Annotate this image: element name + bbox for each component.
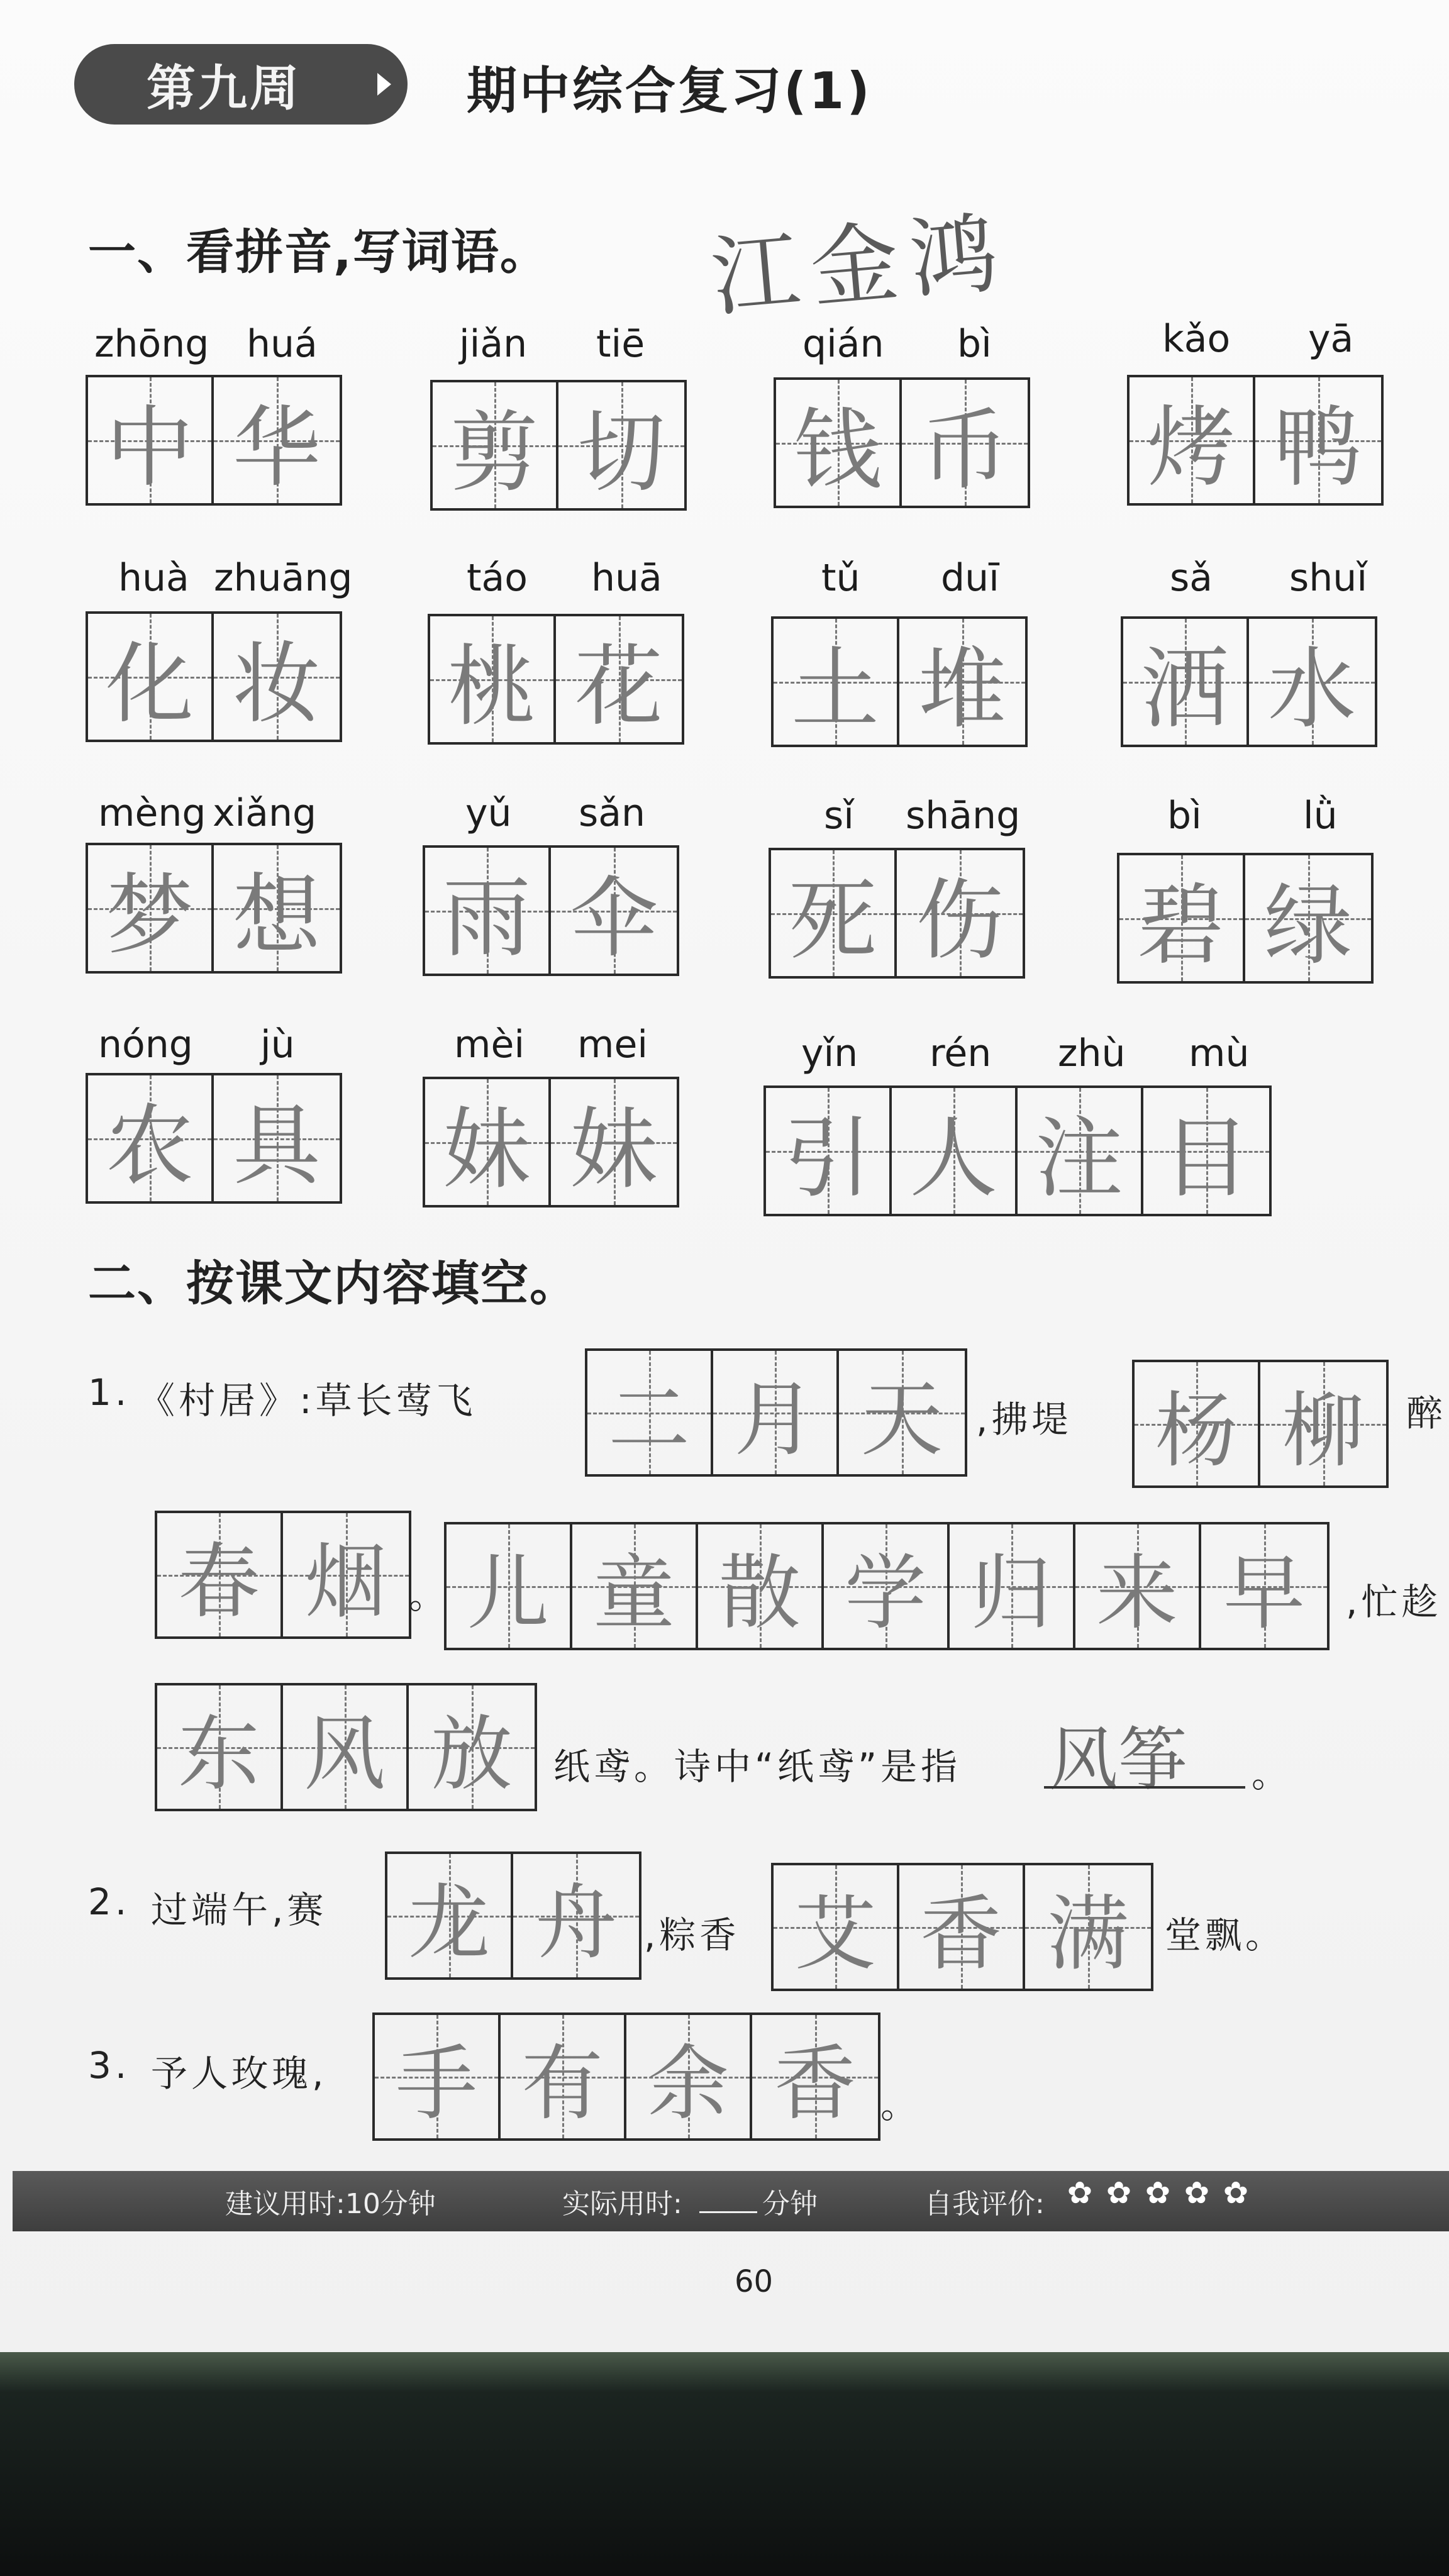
- handwritten-char: 散: [718, 1545, 801, 1641]
- self-eval-label: 自我评价:: [924, 2188, 1045, 2220]
- writing-cell[interactable]: [88, 614, 214, 740]
- q1-number: 1.: [88, 1371, 131, 1414]
- writing-cell[interactable]: [214, 1075, 340, 1201]
- writing-cell[interactable]: [892, 1088, 1018, 1214]
- handwritten-char: 有: [521, 2035, 603, 2131]
- flower-star-icon[interactable]: ✿: [1106, 2175, 1132, 2211]
- handwritten-char: 堆: [918, 638, 1006, 741]
- writing-cell[interactable]: [425, 848, 551, 974]
- handwritten-char: 烟: [304, 1533, 387, 1629]
- section1-heading: 一、看拼音,写词语。: [88, 224, 549, 280]
- pinyin-label: yǐn: [801, 1031, 858, 1075]
- handwritten-char: 华: [232, 396, 321, 499]
- handwritten-char: 放: [430, 1706, 513, 1802]
- writing-cell[interactable]: [774, 1865, 899, 1989]
- handwritten-char: 鸭: [1274, 396, 1362, 499]
- writing-cell[interactable]: [283, 1685, 409, 1809]
- writing-cell[interactable]: [1260, 1362, 1386, 1485]
- actual-time-label: 实际用时:: [562, 2188, 682, 2220]
- handwritten-char: 碧: [1136, 874, 1225, 977]
- q2-mid: ,粽香: [644, 1914, 740, 1957]
- handwritten-char: 风: [303, 1706, 386, 1802]
- handwritten-char: 龙: [408, 1874, 490, 1970]
- writing-cell[interactable]: [556, 616, 682, 742]
- writing-cell[interactable]: [558, 382, 684, 508]
- writing-grid[interactable]: [430, 380, 687, 511]
- pinyin-label: huá: [247, 322, 318, 366]
- handwritten-char: 水: [1267, 638, 1356, 741]
- actual-time-unit: 分钟: [762, 2188, 818, 2220]
- q1-blank1[interactable]: [585, 1348, 967, 1477]
- writing-cell[interactable]: [425, 1079, 551, 1205]
- writing-cell[interactable]: [1143, 1088, 1269, 1214]
- handwritten-char: 舟: [535, 1874, 617, 1970]
- writing-grid[interactable]: [763, 1085, 1272, 1216]
- writing-cell[interactable]: [88, 377, 214, 503]
- pinyin-label: tǔ: [821, 556, 860, 600]
- handwritten-char: 妆: [232, 633, 321, 736]
- writing-cell[interactable]: [1255, 377, 1381, 503]
- writing-grid[interactable]: [1127, 375, 1384, 506]
- pinyin-label: sǎn: [579, 791, 646, 835]
- pinyin-label: sǎ: [1170, 556, 1213, 600]
- pinyin-label: zhù: [1058, 1031, 1126, 1075]
- handwritten-char: 妹: [442, 1098, 531, 1201]
- q1-mid3: 。: [409, 1574, 450, 1617]
- writing-cell[interactable]: [824, 1524, 950, 1648]
- handwritten-char: 香: [919, 1885, 1002, 1982]
- arrow-right-icon: [377, 73, 391, 96]
- handwritten-char: 余: [647, 2035, 729, 2131]
- q2-number: 2.: [88, 1880, 131, 1923]
- handwritten-char: 归: [970, 1545, 1052, 1641]
- handwritten-char: 童: [592, 1545, 675, 1641]
- writing-cell[interactable]: [214, 614, 340, 740]
- handwritten-char: 春: [177, 1533, 260, 1629]
- pinyin-label: nóng: [98, 1023, 193, 1067]
- writing-cell[interactable]: [1123, 619, 1249, 745]
- writing-cell[interactable]: [214, 845, 340, 971]
- suggested-time: 建议用时:10分钟: [225, 2188, 436, 2220]
- handwritten-char: 农: [105, 1094, 194, 1197]
- writing-grid[interactable]: [86, 375, 342, 506]
- pinyin-label: tiē: [596, 322, 645, 366]
- handwritten-char: 钱: [793, 399, 882, 502]
- writing-grid[interactable]: [774, 377, 1030, 508]
- writing-cell[interactable]: [1201, 1524, 1327, 1648]
- handwritten-char: 艾: [794, 1885, 876, 1982]
- writing-cell[interactable]: [551, 1079, 677, 1205]
- q3-blank1[interactable]: [372, 2012, 880, 2141]
- handwritten-name: 江金鸿: [707, 201, 1014, 330]
- pinyin-label: shāng: [906, 794, 1021, 838]
- q3-suffix: 。: [880, 2084, 921, 2126]
- handwritten-char: 桃: [447, 635, 536, 738]
- writing-cell[interactable]: [1135, 1362, 1260, 1485]
- pinyin-label: yǔ: [465, 791, 512, 835]
- pinyin-label: sǐ: [824, 794, 854, 838]
- q2-prefix: 过端午,赛: [151, 1889, 328, 1931]
- q1-mid1: ,拂堤: [976, 1398, 1072, 1441]
- writing-cell[interactable]: [513, 1854, 639, 1977]
- pinyin-label: bì: [957, 322, 992, 366]
- pinyin-label: xiǎng: [213, 791, 317, 835]
- pinyin-label: huā: [591, 556, 662, 600]
- q1-mid4: ,忙趁: [1346, 1580, 1442, 1623]
- handwritten-char: 花: [574, 635, 663, 738]
- flower-star-icon[interactable]: ✿: [1145, 2175, 1171, 2211]
- handwritten-char: 化: [105, 633, 194, 736]
- pinyin-label: jù: [260, 1023, 295, 1067]
- writing-grid[interactable]: [86, 1073, 342, 1204]
- writing-grid[interactable]: [423, 1077, 679, 1208]
- handwritten-char: 引: [783, 1107, 872, 1210]
- handwritten-char: 儿: [467, 1545, 549, 1641]
- actual-time-input[interactable]: [699, 2185, 757, 2213]
- pinyin-label: mù: [1189, 1031, 1250, 1075]
- q1-prefix: 《村居》:草长莺飞: [138, 1379, 477, 1422]
- pinyin-label: shuǐ: [1289, 556, 1367, 600]
- writing-cell[interactable]: [839, 1351, 965, 1474]
- handwritten-char: 梦: [105, 864, 194, 967]
- page-title: 期中综合复习(1): [467, 62, 872, 120]
- writing-cell[interactable]: [1075, 1524, 1201, 1648]
- writing-grid[interactable]: [769, 848, 1025, 979]
- q1-line-answer: 风筝: [1049, 1719, 1187, 1800]
- q2-blank2[interactable]: [771, 1863, 1153, 1991]
- week-label-pill: [74, 44, 408, 125]
- handwritten-char: 伤: [915, 869, 1004, 972]
- writing-cell[interactable]: [1245, 855, 1371, 981]
- handwritten-char: 早: [1223, 1545, 1305, 1641]
- writing-cell[interactable]: [899, 1865, 1025, 1989]
- writing-cell[interactable]: [375, 2015, 501, 2138]
- writing-cell[interactable]: [771, 850, 897, 976]
- pinyin-label: duī: [941, 556, 999, 600]
- q1-suffix: 纸鸢。诗中“纸鸢”是指: [553, 1745, 962, 1788]
- writing-cell[interactable]: [214, 377, 340, 503]
- handwritten-char: 剪: [450, 401, 538, 504]
- writing-cell[interactable]: [447, 1524, 572, 1648]
- flower-star-icon[interactable]: ✿: [1067, 2175, 1093, 2211]
- writing-grid[interactable]: [1117, 853, 1374, 984]
- handwritten-char: 满: [1046, 1885, 1129, 1982]
- pinyin-label: huà: [118, 556, 189, 600]
- pinyin-label: mèi: [454, 1023, 525, 1067]
- writing-cell[interactable]: [1249, 619, 1375, 745]
- handwritten-char: 想: [232, 864, 321, 967]
- writing-cell[interactable]: [752, 2015, 878, 2138]
- q1-blank4[interactable]: [444, 1522, 1330, 1650]
- handwritten-char: 目: [1162, 1107, 1250, 1210]
- writing-cell[interactable]: [587, 1351, 713, 1474]
- writing-grid[interactable]: [1121, 616, 1377, 747]
- writing-cell[interactable]: [1119, 855, 1245, 981]
- handwritten-char: 雨: [442, 867, 531, 970]
- handwritten-char: 具: [232, 1094, 321, 1197]
- handwritten-char: 中: [105, 396, 194, 499]
- handwritten-char: 人: [909, 1107, 997, 1210]
- writing-cell[interactable]: [897, 850, 1023, 976]
- pinyin-label: qián: [802, 322, 884, 366]
- writing-cell[interactable]: [409, 1685, 535, 1809]
- pinyin-label: lǜ: [1303, 794, 1338, 838]
- writing-cell[interactable]: [1130, 377, 1255, 503]
- q2-blank1[interactable]: [385, 1852, 641, 1980]
- handwritten-char: 妹: [569, 1098, 658, 1201]
- pinyin-label: zhuāng: [214, 556, 353, 600]
- writing-cell[interactable]: [766, 1088, 892, 1214]
- background-surface: [0, 2352, 1449, 2576]
- flower-star-icon[interactable]: ✿: [1223, 2175, 1249, 2211]
- writing-cell[interactable]: [776, 380, 902, 506]
- section2-heading: 二、按课文内容填空。: [88, 1255, 579, 1311]
- writing-cell[interactable]: [88, 845, 214, 971]
- handwritten-char: 伞: [569, 867, 658, 970]
- handwritten-char: 洒: [1140, 638, 1229, 741]
- writing-cell[interactable]: [698, 1524, 824, 1648]
- writing-cell[interactable]: [572, 1524, 698, 1648]
- writing-cell[interactable]: [713, 1351, 839, 1474]
- writing-cell[interactable]: [501, 2015, 626, 2138]
- q1-blank2[interactable]: [1132, 1360, 1389, 1488]
- writing-grid[interactable]: [86, 843, 342, 974]
- handwritten-char: 东: [177, 1706, 260, 1802]
- handwritten-char: 来: [1096, 1545, 1178, 1641]
- handwritten-char: 学: [844, 1545, 926, 1641]
- q1-blank5[interactable]: [155, 1683, 537, 1811]
- handwritten-char: 手: [395, 2035, 477, 2131]
- pinyin-label: yā: [1308, 317, 1354, 361]
- pinyin-label: rén: [930, 1031, 992, 1075]
- handwritten-char: 切: [577, 401, 665, 504]
- writing-cell[interactable]: [774, 619, 899, 745]
- writing-cell[interactable]: [899, 619, 1025, 745]
- page-number: 60: [735, 2264, 774, 2299]
- pinyin-label: kǎo: [1162, 317, 1231, 361]
- handwritten-char: 币: [920, 399, 1009, 502]
- writing-cell[interactable]: [430, 616, 556, 742]
- q1-end: 。: [1252, 1753, 1292, 1796]
- rating-stars[interactable]: [1057, 2177, 1252, 2210]
- writing-cell[interactable]: [1025, 1865, 1151, 1989]
- handwritten-char: 杨: [1155, 1382, 1237, 1479]
- q1-mid2: 醉: [1406, 1392, 1447, 1435]
- handwritten-char: 死: [788, 869, 877, 972]
- writing-grid[interactable]: [86, 611, 342, 742]
- writing-cell[interactable]: [283, 1513, 409, 1636]
- pinyin-label: jiǎn: [459, 322, 528, 366]
- pinyin-label: mèng: [98, 791, 206, 835]
- handwritten-char: 烤: [1146, 396, 1235, 499]
- handwritten-char: 香: [774, 2035, 856, 2131]
- writing-cell[interactable]: [433, 382, 558, 508]
- writing-grid[interactable]: [428, 614, 684, 745]
- writing-cell[interactable]: [387, 1854, 513, 1977]
- writing-cell[interactable]: [551, 848, 677, 974]
- writing-cell[interactable]: [626, 2015, 752, 2138]
- handwritten-char: 绿: [1263, 874, 1352, 977]
- pinyin-label: mei: [577, 1023, 648, 1067]
- writing-cell[interactable]: [88, 1075, 214, 1201]
- handwritten-char: 月: [733, 1371, 816, 1467]
- writing-cell[interactable]: [157, 1685, 283, 1809]
- writing-cell[interactable]: [157, 1513, 283, 1636]
- q1-blank3[interactable]: [155, 1511, 411, 1639]
- flower-star-icon[interactable]: ✿: [1184, 2175, 1210, 2211]
- q3-prefix: 予人玫瑰,: [151, 2052, 328, 2095]
- writing-grid[interactable]: [423, 845, 679, 976]
- q2-suffix: 堂飘。: [1165, 1914, 1286, 1957]
- writing-cell[interactable]: [950, 1524, 1075, 1648]
- handwritten-char: 天: [860, 1371, 943, 1467]
- handwritten-char: 注: [1035, 1107, 1123, 1210]
- handwritten-char: 土: [791, 638, 879, 741]
- writing-cell[interactable]: [1018, 1088, 1143, 1214]
- writing-grid[interactable]: [771, 616, 1028, 747]
- pinyin-label: táo: [467, 556, 528, 600]
- pinyin-label: zhōng: [94, 322, 209, 366]
- writing-cell[interactable]: [902, 380, 1028, 506]
- week-label: 第九周: [147, 60, 302, 117]
- handwritten-char: 柳: [1282, 1382, 1364, 1479]
- q3-number: 3.: [88, 2044, 131, 2087]
- q1-answer-line[interactable]: [1044, 1786, 1245, 1789]
- pinyin-label: bì: [1167, 794, 1202, 838]
- handwritten-char: 二: [608, 1371, 690, 1467]
